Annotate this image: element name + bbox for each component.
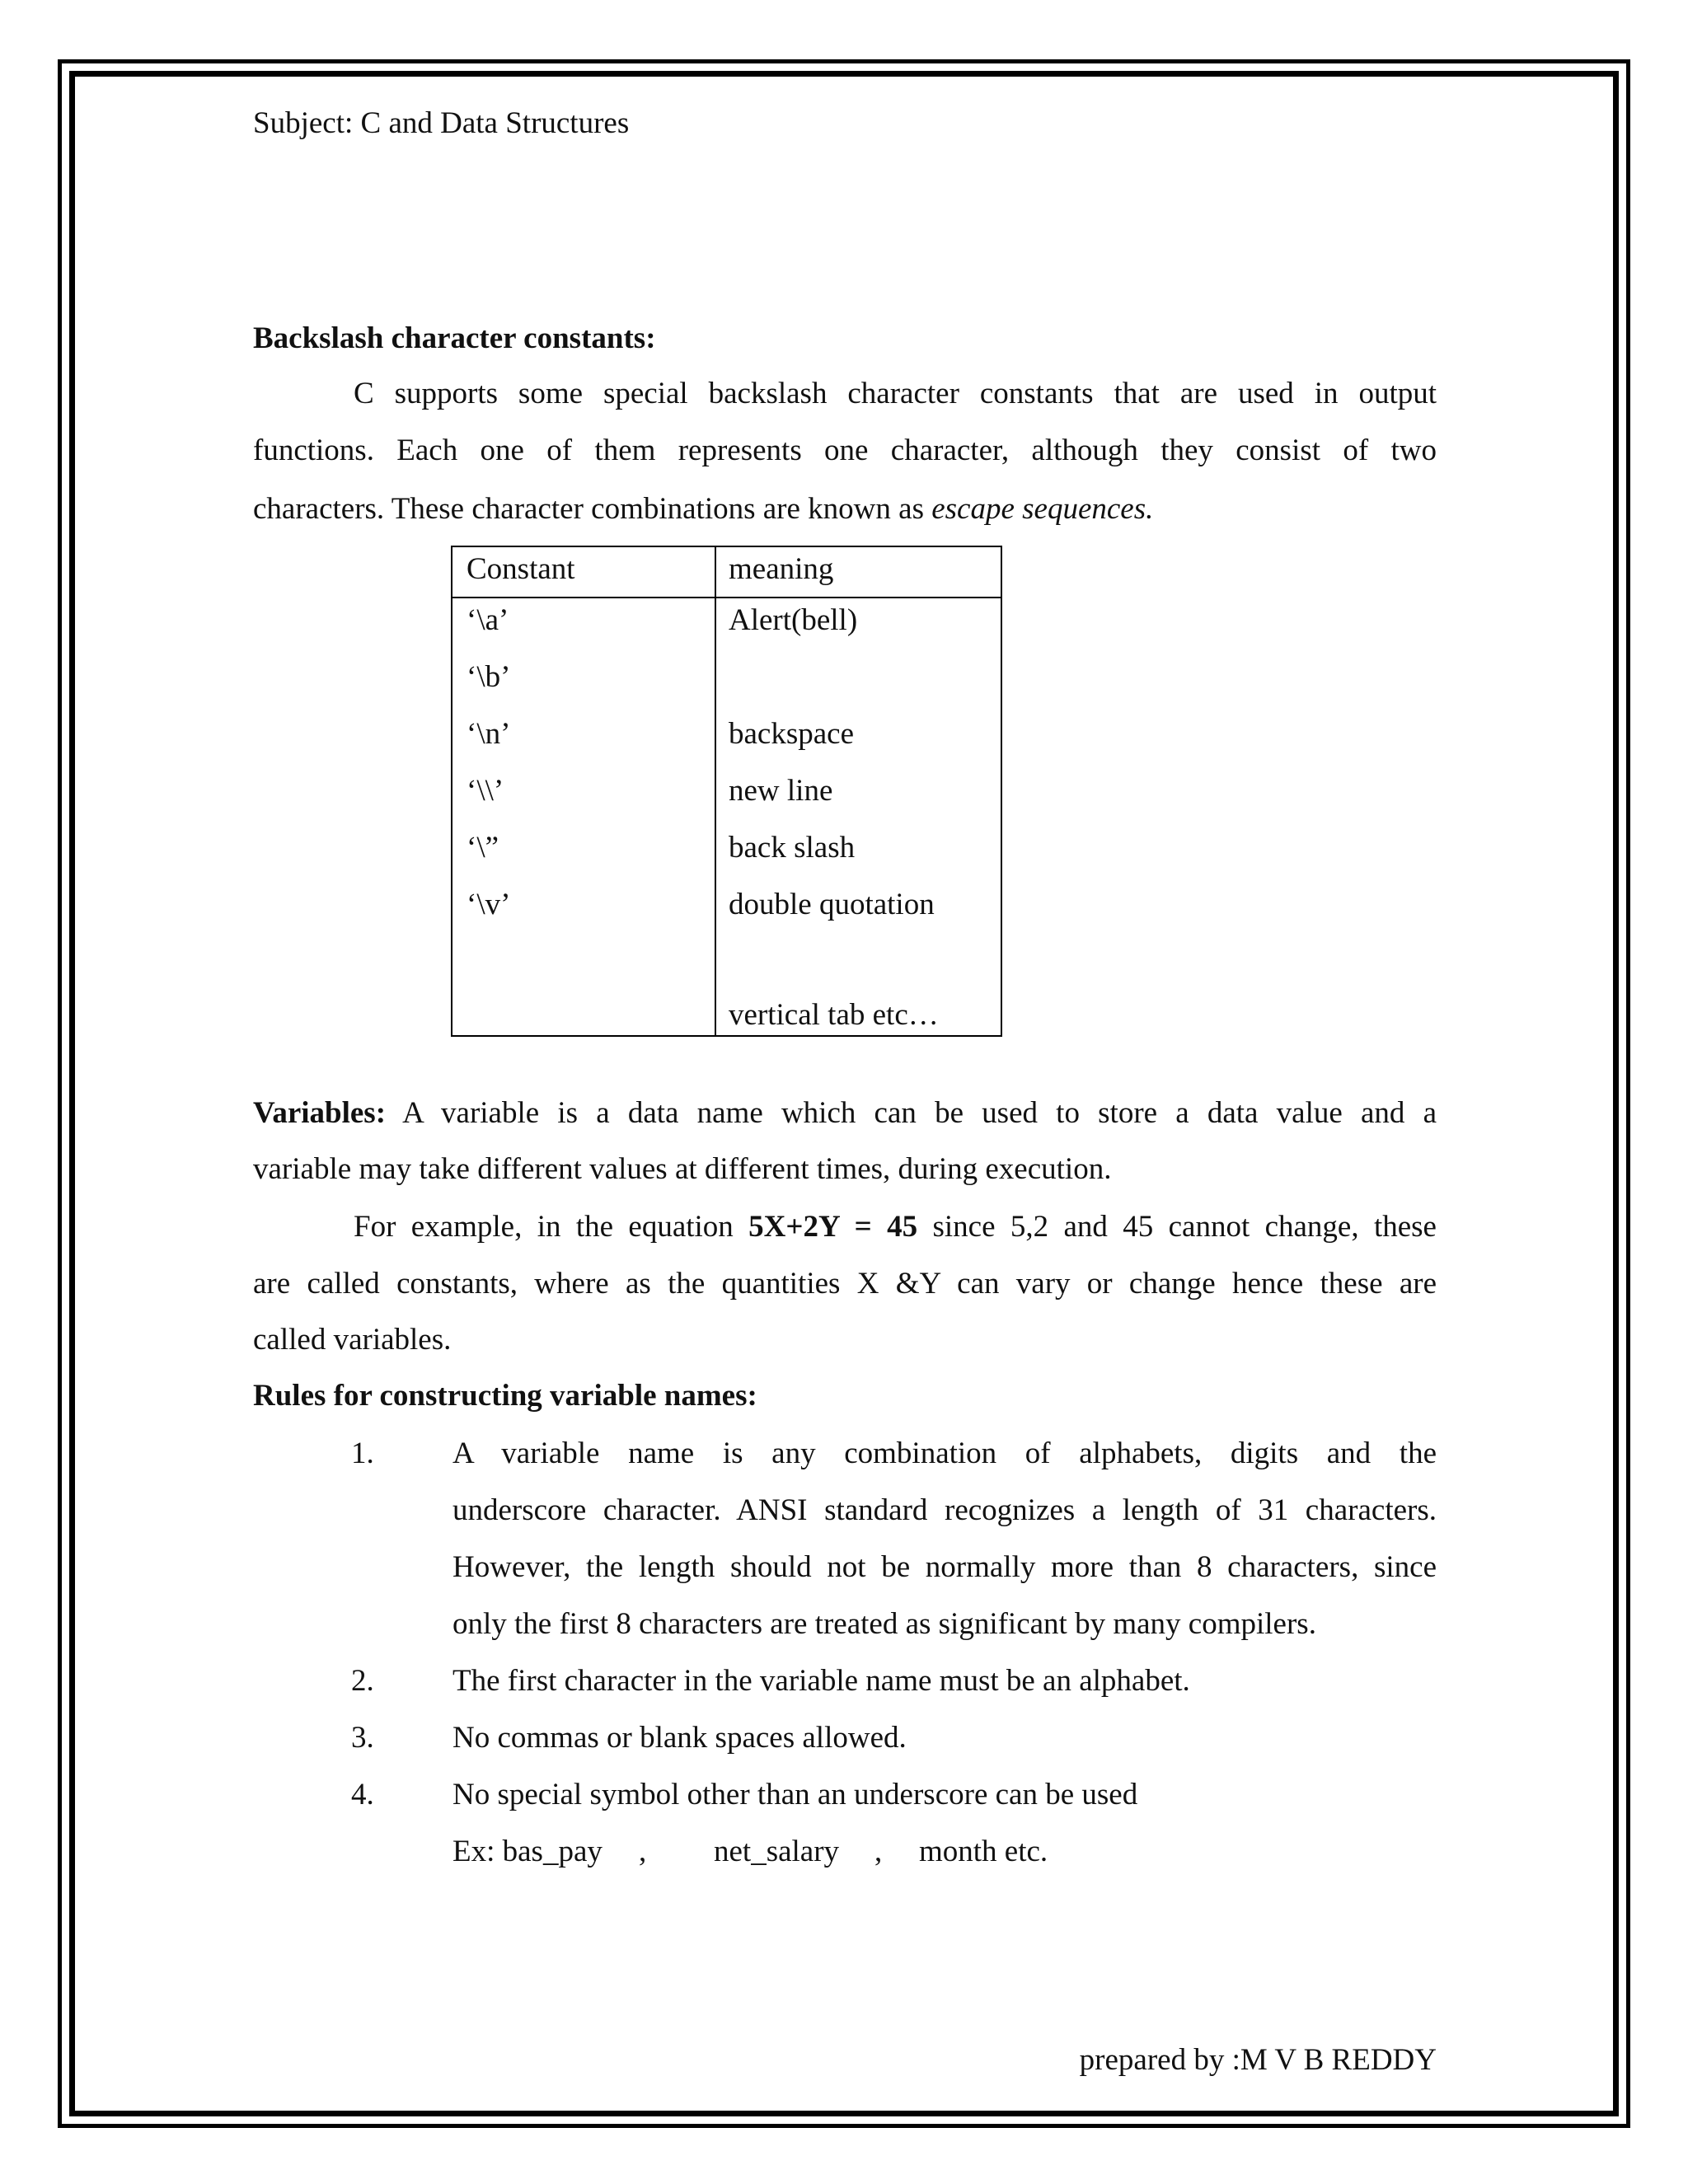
list-item-line: underscore character. ANSI standard recognizes a length of 31 characters. [452,1493,1437,1527]
example-equation: 5X+2Y = 45 [748,1210,918,1244]
table-cell-constant: ‘\b’ [467,660,511,694]
variables-paragraph-line [253,1085,1437,1141]
paragraph-line: functions. Each one of them represents one character, although they consist of two [253,434,1437,467]
table-header-meaning: meaning [729,552,834,586]
list-item-line: only the first 8 characters are treated as significant by many compilers. [452,1607,1316,1641]
table-header-constant: Constant [467,552,575,586]
escape-sequences-term: escape sequences. [931,492,1154,526]
variables-label: Variables: [253,1096,387,1130]
example-paragraph-line: are called constants, where as the quantities X &Y can vary or change hence these are [253,1267,1437,1301]
table-cell-constant: ‘\a’ [467,603,509,637]
paragraph-text: For example, in the equation [354,1210,749,1244]
rules-heading: Rules for constructing variable names: [253,1379,757,1413]
list-item-number: 3. [351,1721,374,1755]
example-variable-names [452,1834,1048,1870]
table-header-divider [452,597,1001,598]
table-cell-meaning: double quotation [729,888,935,921]
list-item-line: However, the length should not be normally more than 8 characters, since [452,1550,1437,1584]
list-item-number: 4. [351,1778,374,1811]
example-separator: , [874,1835,883,1868]
example-name: month etc. [919,1835,1048,1868]
paragraph-text: A variable is a data name which can be used to store a data value and a [386,1096,1437,1130]
example-paragraph-line: called variables. [253,1323,452,1357]
paragraph-line: C supports some special backslash character constants that are used in output [354,377,1437,410]
table-cell-meaning: backspace [729,717,855,751]
list-item-line: No special symbol other than an underscore can be used [452,1778,1138,1811]
example-name: Ex: bas_pay [452,1835,603,1868]
footer-prepared-by: prepared by :M V B REDDY [1079,2043,1437,2077]
escape-sequence-table [451,546,1002,1037]
variables-paragraph-line: variable may take different values at different times, during execution. [253,1152,1112,1186]
example-separator: , [639,1835,647,1868]
paragraph-text: since 5,2 and 45 cannot change, these [917,1210,1437,1244]
table-cell-constant: ‘\” [467,831,499,865]
example-paragraph-line [253,1198,1437,1255]
list-item-line: No commas or blank spaces allowed. [452,1721,907,1755]
list-item-number: 2. [351,1664,374,1698]
table-cell-meaning: new line [729,774,833,808]
table-cell-meaning: Alert(bell) [729,603,858,637]
list-item-line: A variable name is any combination of alphabets, digits and the [452,1436,1437,1470]
paragraph-text: characters. These character combinations are known as [253,492,932,526]
list-item-number: 1. [351,1436,374,1470]
table-cell-meaning: back slash [729,831,856,865]
table-cell-meaning: vertical tab etc… [729,998,939,1032]
table-column-divider [715,547,716,1035]
section-heading-backslash: Backslash character constants: [253,321,656,355]
example-name: net_salary [714,1835,840,1868]
table-cell-constant: ‘\\’ [467,774,504,808]
table-cell-constant: ‘\n’ [467,717,511,751]
subject-header: Subject: C and Data Structures [253,106,630,140]
table-cell-constant: ‘\v’ [467,888,511,921]
paragraph-line [253,491,1153,527]
list-item-line: The first character in the variable name must be an alphabet. [452,1664,1190,1698]
